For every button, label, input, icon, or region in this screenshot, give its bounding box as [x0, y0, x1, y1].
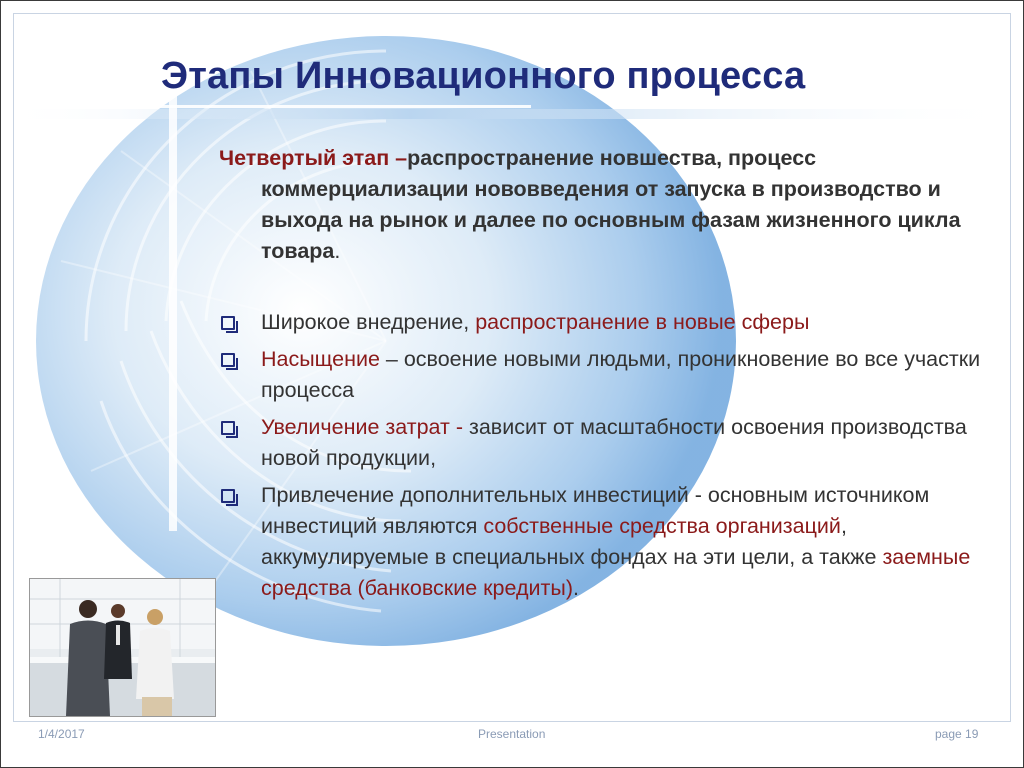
list-item: [217, 307, 989, 338]
bullet-list: [217, 307, 989, 610]
bullet-text: Привлечение дополнительных инвестиций - основным источником инвестиций являются: [261, 483, 930, 538]
bullet-highlight: заемные средства (банковские кредиты): [261, 545, 971, 600]
intro-text-2: коммерциализации нововведения от запуска в производство и выхода на рынок и далее по основным фазам жизненного цикла товара: [261, 177, 961, 263]
bullet-highlight: Увеличение затрат -: [261, 415, 464, 439]
intro-lead: Четвертый этап –: [219, 146, 408, 170]
footer-page-number: page 19: [935, 727, 979, 741]
bullet-text: зависит от масштабности освоения производства новой продукции,: [261, 415, 967, 470]
slide-title: Этапы Инновационного процесса: [161, 55, 806, 97]
bullet-text: Широкое внедрение,: [261, 310, 476, 334]
bullet-text: , аккумулируемые в специальных фондах на эти цели, а также: [261, 514, 883, 569]
list-item: [217, 480, 989, 604]
bullet-highlight: собственные средства организаций: [483, 514, 841, 538]
footer-presentation: Presentation: [478, 727, 546, 741]
checkbox-bullet-icon: [221, 489, 235, 503]
checkbox-bullet-icon: [221, 316, 235, 330]
intro-text-2-wrapper: [219, 174, 989, 267]
checkbox-bullet-icon: [221, 353, 235, 367]
intro-end: .: [334, 239, 341, 263]
bullet-highlight: Насыщение: [261, 347, 380, 371]
list-item: [217, 412, 989, 474]
bullet-text: – освоение новыми людьми, проникновение во все участки процесса: [261, 347, 981, 402]
bullet-highlight: распространение в новые сферы: [475, 310, 810, 334]
intro-text-1: распространение новшества, процесс: [407, 146, 817, 170]
footer-date: 1/4/2017: [38, 727, 85, 741]
checkbox-bullet-icon: [221, 421, 235, 435]
office-people-photo: [29, 578, 216, 717]
intro-paragraph: [219, 143, 989, 267]
list-item: [217, 344, 989, 406]
bullet-text: .: [573, 576, 579, 600]
